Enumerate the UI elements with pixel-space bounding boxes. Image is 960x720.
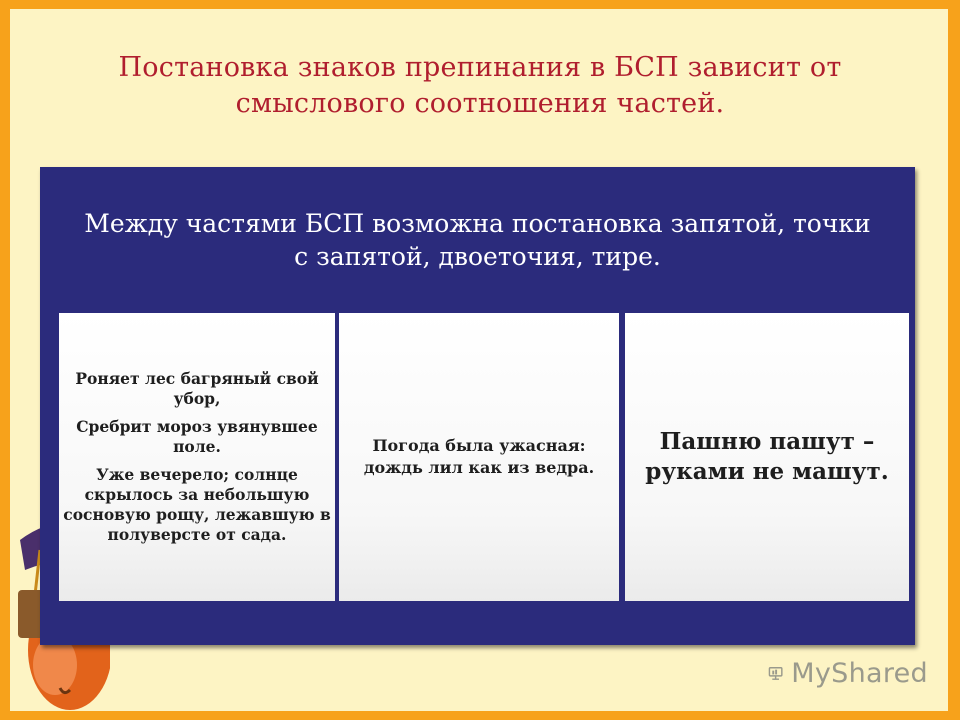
presentation-board-icon [768,657,783,689]
example-card-dash [622,310,912,604]
example-card-comma-semicolon [56,310,338,604]
info-panel [40,167,915,645]
logo-text: MyShared [791,657,928,689]
example-text: Погода была ужасная: дождь лил как из ведра. [363,436,595,477]
example-text: Пашню пашут – руками не машут. [645,428,889,485]
myshared-logo [768,655,928,691]
example-card-colon [336,310,622,604]
panel-header: Между частями БСП возможна постановка запятой, точки с запятой, двоеточия, тире. [84,208,871,271]
example-line: Сребрит мороз увянувшее поле. [76,417,318,456]
example-line: Уже вечерело; солнце скрылось за небольшую сосновую рощу, лежавшую в полуверсте от сада. [63,465,331,544]
slide-title: Постановка знаков препинания в БСП зависит от смыслового соотношения частей. [118,52,842,119]
example-line: Роняет лес багряный свой убор, [75,369,319,408]
